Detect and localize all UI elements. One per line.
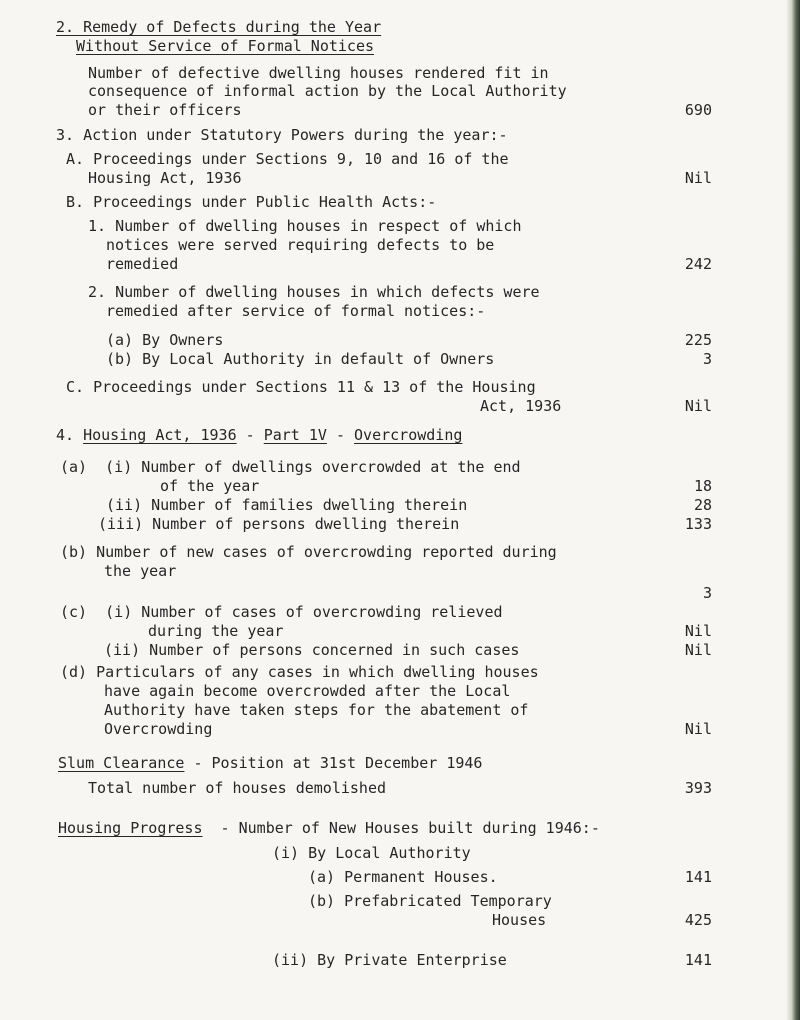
section-3c-value: Nil — [684, 397, 712, 415]
housing-progress-heading — [58, 819, 600, 837]
section-3b2a-label: (a) By Owners — [106, 331, 224, 349]
housing-progress-b-line1: (b) Prefabricated Temporary — [308, 892, 552, 910]
section-4-heading — [56, 426, 462, 444]
housing-progress-b-value: 425 — [684, 911, 712, 929]
section-3-heading: 3. Action under Statutory Powers during the year:- — [56, 126, 508, 144]
section-4a-ii-label: (ii) Number of families dwelling therein — [106, 496, 468, 514]
housing-progress-a-label: (a) Permanent Houses. — [308, 868, 498, 886]
section-4d-line1: (d) Particulars of any cases in which dwelling houses — [60, 663, 539, 681]
section-4a-i-line1: (a) (i) Number of dwellings overcrowded at the end — [60, 458, 521, 476]
housing-progress-a-value: 141 — [684, 868, 712, 886]
section-3b-heading: B. Proceedings under Public Health Acts:- — [66, 193, 437, 211]
section-4a-ii-value: 28 — [693, 496, 712, 514]
section-4d-line3: Authority have taken steps for the abatement of — [104, 701, 529, 719]
housing-progress-ii-value: 141 — [684, 951, 712, 969]
section-2-text-line3: or their officers — [88, 101, 242, 119]
section-3a-value: Nil — [684, 169, 712, 187]
section-4a-iii-label: (iii) Number of persons dwelling therein — [98, 515, 460, 533]
section-3b2-line1: 2. Number of dwelling houses in which defects were — [88, 283, 540, 301]
section-4d-line2: have again become overcrowded after the Local — [104, 682, 511, 700]
section-3b1-line2: notices were served requiring defects to be — [106, 236, 495, 254]
section-4c-ii-label: (ii) Number of persons concerned in such cases — [104, 641, 520, 659]
section-3c-line2: Act, 1936 — [480, 397, 562, 415]
section-4b-value: 3 — [702, 584, 712, 602]
housing-progress-subtitle: - Number of New Houses built during 1946:- — [202, 819, 600, 837]
page-edge-shadow — [786, 0, 800, 1020]
section-2-subheading: Without Service of Formal Notices — [76, 37, 375, 55]
section-4c-i-line2: during the year — [148, 622, 284, 640]
section-4d-value: Nil — [684, 720, 712, 738]
section-4b-line2: the year — [104, 562, 177, 580]
slum-clearance-text: Total number of houses demolished — [88, 779, 387, 797]
section-3b2-line2: remedied after service of formal notices:- — [106, 302, 486, 320]
section-4b-line1: (b) Number of new cases of overcrowding reported during — [60, 543, 557, 561]
section-3b2a-value: 225 — [684, 331, 712, 349]
section-3a-line1: A. Proceedings under Sections 9, 10 and 16 of the — [66, 150, 509, 168]
section-4c-i-line1: (c) (i) Number of cases of overcrowding relieved — [60, 603, 503, 621]
section-4-number: 4. — [56, 426, 84, 444]
section-3b1-line3: remedied — [106, 255, 179, 273]
section-3b1-value: 242 — [684, 255, 712, 273]
section-4c-ii-value: Nil — [684, 641, 712, 659]
section-3b2b-value: 3 — [702, 350, 712, 368]
housing-progress-b-line2: Houses — [492, 911, 547, 929]
slum-clearance-position: - Position at 31st December 1946 — [184, 754, 483, 772]
section-4-separator: - — [236, 426, 264, 444]
section-4-title: Housing Act, 1936 — [83, 426, 237, 444]
section-4d-line4: Overcrowding — [104, 720, 213, 738]
section-4a-i-line2: of the year — [160, 477, 260, 495]
housing-progress-title: Housing Progress — [58, 819, 203, 837]
section-3c-line1: C. Proceedings under Sections 11 & 13 of the Housing — [66, 378, 536, 396]
section-3b1-line1: 1. Number of dwelling houses in respect of which — [88, 217, 522, 235]
section-2-heading: 2. Remedy of Defects during the Year — [56, 18, 382, 36]
section-3a-line2: Housing Act, 1936 — [88, 169, 242, 187]
section-4-topic: Overcrowding — [354, 426, 463, 444]
section-4-part: Part 1V — [263, 426, 327, 444]
section-2-text-line1: Number of defective dwelling houses rendered fit in — [88, 64, 549, 82]
housing-progress-i-label: (i) By Local Authority — [272, 844, 471, 862]
slum-clearance-heading — [58, 754, 482, 772]
slum-clearance-value: 393 — [684, 779, 712, 797]
slum-clearance-title: Slum Clearance — [58, 754, 185, 772]
section-4c-i-value: Nil — [684, 622, 712, 640]
section-4a-i-value: 18 — [693, 477, 712, 495]
section-2-value: 690 — [684, 101, 712, 119]
section-4-separator-2: - — [326, 426, 355, 444]
section-3b2b-label: (b) By Local Authority in default of Owners — [106, 350, 495, 368]
section-2-text-line2: consequence of informal action by the Local Authority — [88, 82, 567, 100]
section-4a-iii-value: 133 — [684, 515, 712, 533]
housing-progress-ii-label: (ii) By Private Enterprise — [272, 951, 507, 969]
